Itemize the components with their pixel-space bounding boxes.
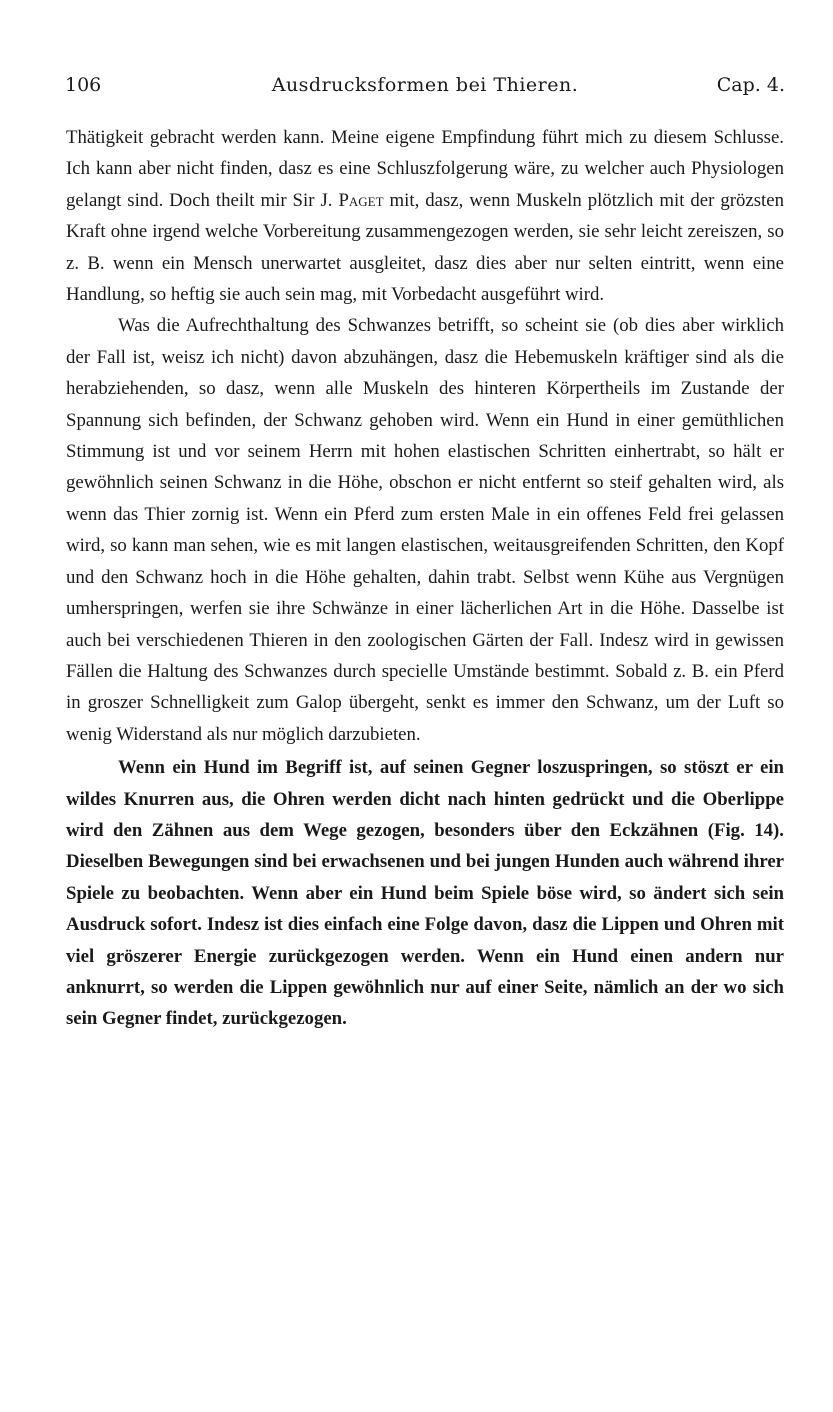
paragraph-2: Was die Aufrechthaltung des Schwanzes betrifft, so scheint sie (ob dies aber wirklich der Fall ist, weisz ich nicht) davon abzuhängen, dasz die Hebemuskeln kräftiger sind als die herabziehenden, so dasz, wenn alle Muskeln des hinteren Körpertheils im Zustande der Spannung sich befinden, der Schwanz gehoben wird. Wenn ein Hund in einer gemüthlichen Stimmung ist und vor seinem Herrn mit hohen elastischen Schritten einhertrabt, so hält er gewöhnlich seinen Schwanz in die Höhe, obschon er nicht entfernt so steif gehalten wird, als wenn das Thier zornig ist. Wenn ein Pferd zum ersten Male in ein offenes Feld frei gelassen wird, so kann man sehen, wie es mit langen elastischen, weitausgreifenden Schritten, den Kopf und den Schwanz hoch in die Höhe gehalten, dahin trabt. Selbst wenn Kühe aus Vergnügen umherspringen, werfen sie ihre Schwänze in einer lächerlichen Art in die Höhe. Dasselbe ist auch bei verschiedenen Thieren in den zoologischen Gärten der Fall. Indesz wird in gewissen Fällen die Haltung des Schwanzes durch specielle Umstände bestimmt. Sobald z. B. ein Pferd in groszer Schnelligkeit zum Galop übergeht, senkt es immer den Schwanz, um der Luft so wenig Widerstand als nur möglich darzubieten. xyxy=(66,315,784,745)
paragraph-1-text-a: Thätigkeit gebracht werden kann. Meine eigene Empfindung führt mich zu diesem Schlusse. Ich kann aber nicht finden, dasz es eine Schluszfolgerung wäre, zu welcher auch Physiologen gelangt sind. Doch theilt mir Sir J. xyxy=(66,127,784,211)
paragraph-3: Wenn ein Hund im Begriff ist, auf seinen Gegner loszuspringen, so stöszt er ein wildes Knurren aus, die Ohren werden dicht nach hinten gedrückt und die Oberlippe wird den Zähnen aus dem Wege gezogen, besonders über den Eckzähnen (Fig. 14). Dieselben Bewegungen sind bei erwachsenen und bei jungen Hunden auch während ihrer Spiele zu beobachten. Wenn aber ein Hund beim Spiele böse wird, so ändert sich sein Ausdruck sofort. Indesz ist dies einfach eine Folge davon, dasz die Lippen und Ohren mit viel gröszerer Energie zurückgezogen werden. Wenn ein Hund einen andern nur anknurrt, so werden die Lippen gewöhnlich nur auf einer Seite, nämlich an der wo sich sein Gegner findet, zurückgezogen. xyxy=(66,757,784,1030)
author-name-paget: Paget xyxy=(338,189,384,211)
running-title: Ausdrucksformen bei Thieren. xyxy=(271,74,579,96)
running-header xyxy=(65,74,785,110)
page-number: 106 xyxy=(65,74,102,96)
chapter-label: Cap. 4. xyxy=(716,74,785,96)
paragraph-1-text-b: mit, dasz, wenn Muskeln plötzlich mit der grözsten Kraft ohne irgend welche Vorbereitung zusammengezogen werden, sie sehr leicht zereiszen, so z. B. wenn ein Mensch unerwartet ausgleitet, dasz dies aber nur selten eintritt, wenn eine Handlung, so heftig sie auch sein mag, mit Vorbedacht ausgeführt wird. xyxy=(66,189,785,306)
page-body xyxy=(66,122,784,1035)
paragraph-1 xyxy=(66,122,784,310)
